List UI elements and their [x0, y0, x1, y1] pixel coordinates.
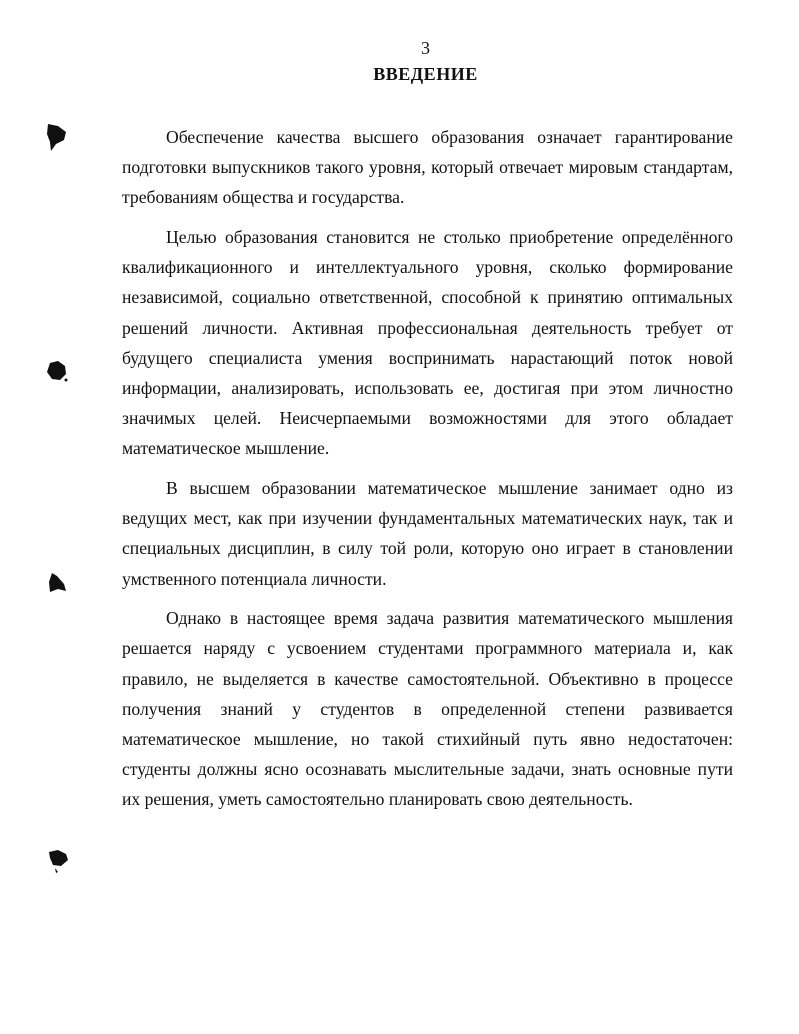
paragraph-4: Однако в настоящее время задача развития математического мышления решается наряду с усвоением студентами программного материала и, как правило, не выделяется в качестве самостоятельной. Объективно в процессе получения знаний у студентов в определенной степени развивается математическое мышление, но такой стихийный путь явно недостаточен: студенты должны ясно осознавать мыслительные задачи, знать основные пути их решения, уметь самостоятельно планировать свою деятельность.	[122, 608, 733, 810]
page-number: 3	[421, 38, 430, 58]
paragraph-1: Обеспечение качества высшего образования означает гарантирование подготовки выпускников такого уровня, который отвечает мировым стандартам, требованиям общества и государства.	[122, 127, 733, 208]
ink-blot-icon	[46, 846, 72, 876]
ink-blot-icon	[44, 570, 70, 596]
body-text	[122, 122, 733, 824]
ink-blot-icon	[44, 120, 70, 152]
page-title: ВВЕДЕНИЕ	[373, 64, 478, 84]
paragraph-2: Целью образования становится не столько приобретение определённого квалификационного и интеллектуального уровня, сколько формирование независимой, социально ответственной, способной к принятию оптимальных решений личности. Активная профессиональная деятельность требует от будущего специалиста умения воспринимать нарастающий поток новой информации, анализировать, использовать ее, достигая при этом личностно значимых целей. Неисчерпаемыми возможностями для этого обладает математическое мышление.	[122, 227, 733, 459]
paragraph-3: В высшем образовании математическое мышление занимает одно из ведущих мест, как при изучении фундаментальных математических наук, так и специальных дисциплин, в силу той роли, которую оно играет в становлении умственного потенциала личности.	[122, 478, 733, 589]
ink-blot-icon	[44, 358, 70, 386]
